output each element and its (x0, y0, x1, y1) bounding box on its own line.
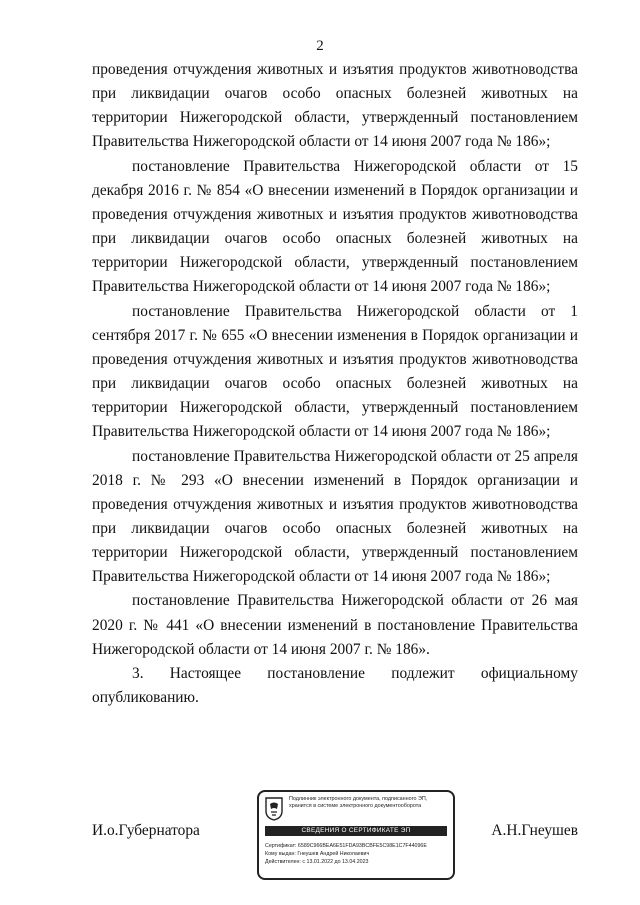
stamp-header-text: Подлинник электронного документа, подписанного ЭП, хранится в системе электронного документооборота (289, 796, 428, 809)
stamp-owner: Кому выдан: Гнеушев Андрей Николаевич (265, 851, 370, 857)
paragraph-decree-2020: постановление Правительства Нижегородской области от 26 мая 2020 г. № 441 «О внесении изменений в постановление Правительства Нижегородской области от 14 июня 2007 г. № 186». (92, 592, 578, 658)
electronic-signature-stamp (257, 790, 455, 880)
stamp-title: СВЕДЕНИЯ О СЕРТИФИКАТЕ ЭП (265, 826, 447, 836)
stamp-certificate: Сертификат: 6589C966BEA6E51FDA93BCBFE5C98E1C7F44096E (265, 843, 427, 849)
signatory-position: И.о.Губернатора (92, 822, 200, 839)
paragraph-decree-2017: постановление Правительства Нижегородской области от 1 сентября 2017 г. № 655 «О внесении изменения в Порядок организации и проведения отчуждения животных и изъятия продуктов животноводства при ликвидации очагов особо опасных болезней животных на территории Нижегородской области, утвержденный постановлением Правительства Нижегородской области от 14 июня 2007 года № 186»; (92, 302, 578, 441)
document-body (92, 58, 578, 710)
paragraph-decree-2018: постановление Правительства Нижегородской области от 25 апреля 2018 г. № 293 «О внесении изменений в Порядок организации и проведения отчуждения животных и изъятия продуктов животноводства при ликвидации очагов особо опасных болезней животных на территории Нижегородской области, утвержденный постановлением Правительства Нижегородской области от 14 июня 2007 года № 186»; (92, 447, 578, 586)
signatory-name: А.Н.Гнеушев (491, 822, 578, 839)
coat-of-arms-icon (265, 797, 283, 821)
paragraph-continuation: проведения отчуждения животных и изъятия продуктов животноводства при ликвидации очагов особо опасных болезней животных на территории Нижегородской области, утвержденный постановлением Правительства Нижегородской области от 14 июня 2007 года № 186»; (92, 61, 578, 151)
paragraph-decree-2016: постановление Правительства Нижегородской области от 15 декабря 2016 г. № 854 «О внесении изменений в Порядок организации и проведения отчуждения животных и изъятия продуктов животноводства при ликвидации очагов особо опасных болезней животных на территории Нижегородской области, утвержденный постановлением Правительства Нижегородской области от 14 июня 2007 года № 186»; (92, 157, 578, 296)
stamp-validity: Действителен: с 13.01.2022 до 13.04.2023 (265, 859, 369, 865)
stamp-details (265, 842, 451, 866)
paragraph-publication-clause: 3. Настоящее постановление подлежит официальному опубликованию. (92, 664, 578, 707)
page-number: 2 (316, 38, 324, 54)
